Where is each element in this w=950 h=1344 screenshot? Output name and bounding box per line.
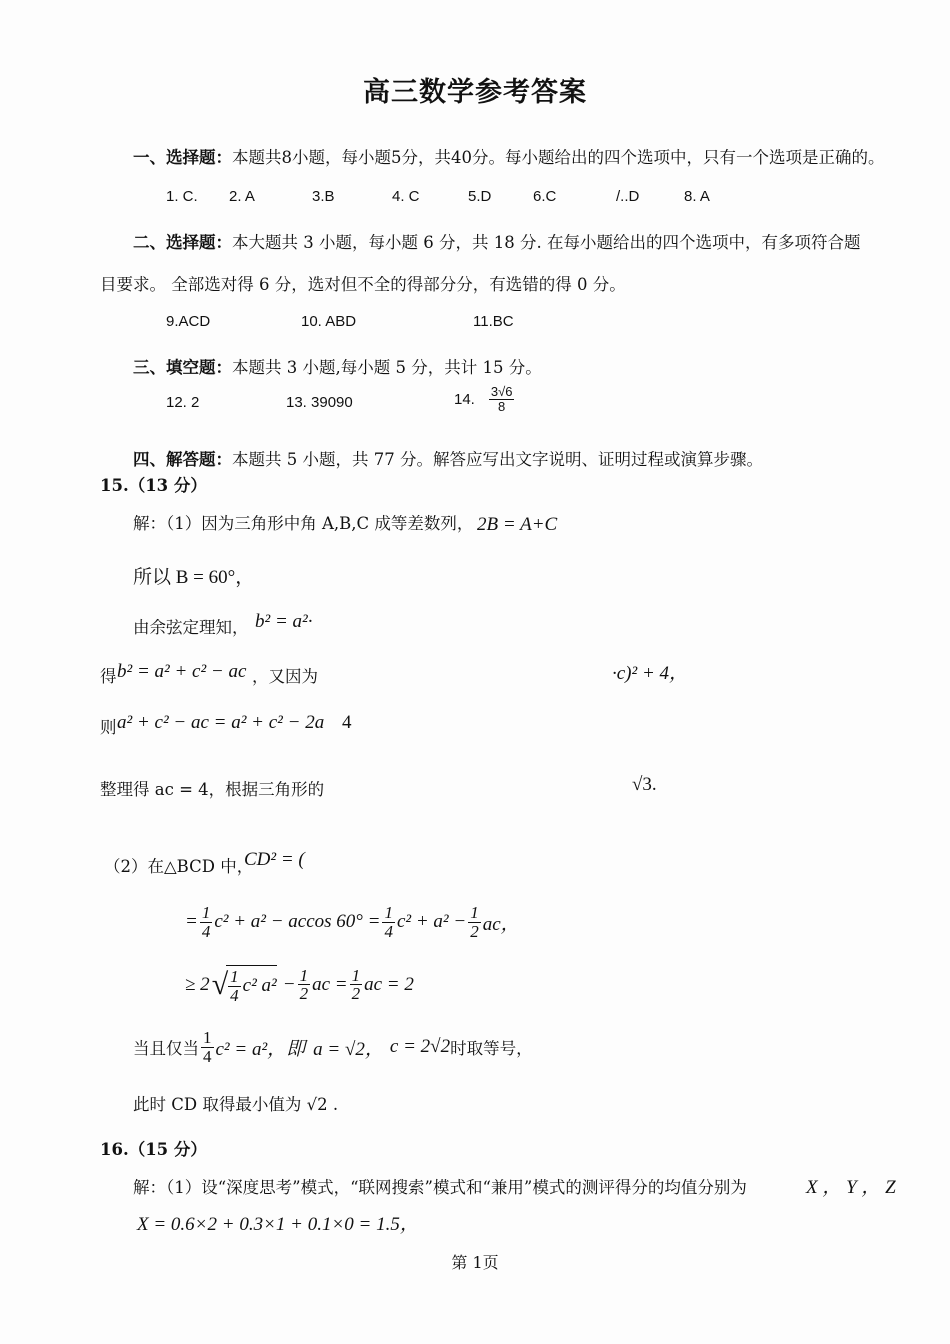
q15-line4-text-a: 得	[100, 667, 117, 686]
section-3-heading	[133, 354, 542, 378]
q15-line2: 所以 B = 60°，	[133, 567, 255, 588]
eq2-result: ac = 2	[364, 973, 414, 995]
radicand	[226, 965, 277, 1005]
page-title: 高三数学参考答案	[363, 77, 587, 108]
eq1-expression-2: c² + a² −	[396, 911, 467, 933]
fraction-numerator: 1	[384, 903, 393, 922]
fraction-numerator: 1	[299, 965, 309, 985]
equals-sign: =	[185, 911, 198, 933]
q15-part2-math: CD² = (	[244, 849, 305, 870]
answer-1: 1. C.	[166, 188, 198, 205]
fraction-quarter	[382, 904, 395, 941]
fraction-numerator: 3√6	[490, 384, 513, 399]
fraction-denominator: 8	[498, 398, 506, 414]
fraction-quarter	[200, 904, 213, 941]
minus-sign: −	[282, 973, 296, 995]
q15-heading: 15.（13 分）	[100, 476, 207, 495]
section-3-label: 三、填空题：	[133, 358, 232, 377]
q15-line5-right: 4	[342, 712, 352, 733]
answer-11: 11.BC	[473, 313, 514, 330]
fraction-denominator: 4	[203, 1046, 212, 1066]
section-2-line1: 本大题共 3 小题，每小题 6 分，共 18 分. 在每小题给出的四个选项中，有多项符合题	[232, 233, 861, 252]
fraction-quarter	[228, 968, 241, 1005]
answer-10: 10. ABD	[301, 313, 357, 330]
section-1-heading	[133, 144, 885, 168]
answer-2: 2. A	[229, 188, 255, 205]
answer-6: 6.C	[533, 188, 557, 205]
q16-heading: 16.（15 分）	[100, 1140, 207, 1159]
fraction-quarter	[201, 1029, 214, 1066]
section-4-text: 本题共 5 小题，共 77 分。解答应写出文字说明、证明过程或演算步骤。	[232, 450, 763, 469]
q15-line5-text: 则	[100, 718, 117, 737]
q15-line6-text: 整理得 ac = 4，根据三角形的	[100, 780, 325, 799]
section-1-text: 本题共8小题，每小题5分，共40分。每小题给出的四个选项中，只有一个选项是正确的。	[232, 148, 885, 167]
fraction-denominator: 2	[470, 921, 479, 941]
q15-part2-text: （2）在△BCD 中，	[104, 857, 254, 876]
q15-equation-1	[185, 904, 520, 941]
section-4-heading	[133, 446, 763, 470]
section-3-text: 本题共 3 小题,每小题 5 分，共计 15 分。	[232, 358, 542, 377]
q15-line5-math: a² + c² − ac = a² + c² − 2a	[117, 712, 325, 733]
q15-line3-math: b² = a²·	[255, 611, 313, 632]
q16-line1: 解：（1）设“深度思考”模式，“联网搜索”模式和“兼用”模式的测评得分的均值分别为	[133, 1178, 747, 1197]
fraction-denominator: 2	[299, 984, 309, 1004]
q16-line1-vars: X ， Y ， Z	[806, 1177, 896, 1198]
fraction-half	[468, 904, 481, 941]
eq1-expression-3: ac，	[482, 913, 520, 935]
q15-line4-text-b: ，又因为	[252, 667, 318, 686]
q15-line6-right: √3.	[632, 774, 657, 795]
radical-sign-icon: √	[211, 967, 229, 1001]
section-2-heading	[133, 229, 860, 253]
answer-12: 12. 2	[166, 394, 200, 411]
q15-line1-math: 2B = A+C	[477, 514, 558, 535]
answer-13: 13. 39090	[286, 394, 353, 411]
eq2-prefix: ≥ 2	[185, 973, 210, 995]
q15-equation-2	[185, 965, 414, 1005]
sqrt-expression	[212, 965, 277, 1005]
fraction-denominator: 4	[230, 985, 239, 1005]
section-2-line2: 目要求。 全部选对得 6 分，选对但不全的得部分分，有选错的得 0 分。	[100, 275, 626, 294]
answer-14-fraction	[489, 385, 515, 413]
answer-3: 3.B	[312, 188, 335, 205]
condition-c-value: c = 2√2	[389, 1036, 451, 1058]
page-number: 第 1页	[451, 1253, 499, 1272]
section-2-label: 二、选择题：	[133, 233, 232, 252]
eq2-expression: ac =	[312, 973, 348, 995]
answer-9: 9.ACD	[166, 313, 211, 330]
q15-line4-math: b² = a² + c² − ac	[117, 661, 247, 682]
q16-line2: X = 0.6×2 + 0.3×1 + 0.1×0 = 1.5，	[137, 1214, 419, 1235]
radicand-expression: c² a²	[242, 975, 277, 997]
answer-14-label: 14.	[454, 390, 475, 408]
answer-14	[454, 385, 516, 413]
fraction-denominator: 4	[384, 921, 393, 941]
q15-conclusion: 此时 CD 取得最小值为 √2 .	[133, 1095, 339, 1114]
answer-5: 5.D	[468, 188, 492, 205]
section-4-label: 四、解答题：	[133, 450, 232, 469]
condition-a-value: a = √2，	[313, 1038, 384, 1060]
fraction-denominator: 2	[351, 984, 361, 1004]
fraction-half	[298, 967, 311, 1004]
q15-condition	[133, 1029, 533, 1066]
fraction-numerator: 1	[351, 965, 361, 985]
fraction-numerator: 1	[201, 903, 211, 922]
fraction-denominator: 4	[201, 921, 211, 941]
fraction-numerator: 1	[230, 967, 239, 986]
fraction-numerator: 1	[203, 1028, 212, 1047]
fraction-half	[350, 967, 363, 1004]
q15-line3-text: 由余弦定理知，	[133, 618, 249, 637]
q15-line1-text: 解：（1）因为三角形中角 A,B,C 成等差数列，	[133, 514, 474, 533]
answer-4: 4. C	[392, 188, 420, 205]
condition-suffix: 时取等号，	[450, 1039, 533, 1059]
eq1-expression: c² + a² − accos 60° =	[214, 911, 381, 933]
answer-8: 8. A	[684, 188, 710, 205]
section-1-label: 一、选择题：	[133, 148, 232, 167]
q15-line4-right: ·c)² + 4，	[612, 663, 689, 684]
fraction-numerator: 1	[470, 903, 479, 922]
condition-text: 当且仅当	[133, 1039, 199, 1059]
condition-equation: c² = a²，即	[215, 1038, 306, 1060]
answer-7: /..D	[616, 188, 640, 205]
